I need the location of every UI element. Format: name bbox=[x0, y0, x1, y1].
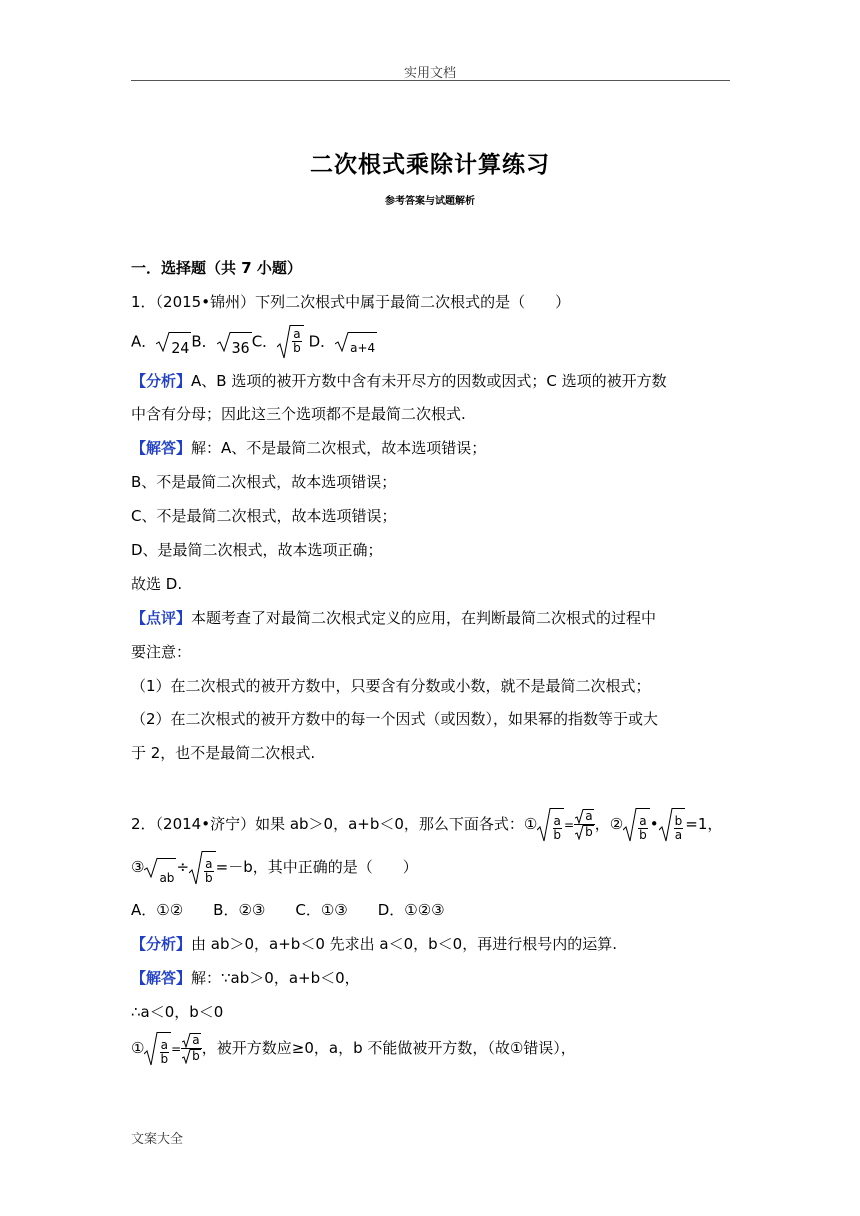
q2-f3-sqrt-ab: ab bbox=[144, 858, 176, 878]
q1-comment-line-5: 于 2，也不是最简二次根式. bbox=[131, 744, 316, 762]
q2-f3-sqrt-frac: $\frac{a}{b}$ bbox=[189, 851, 216, 885]
radical-icon bbox=[144, 1032, 158, 1066]
answer-tag: 【解答】 bbox=[131, 439, 192, 457]
section-heading: 一．选择题（共 7 小题） bbox=[131, 259, 302, 277]
q1-options bbox=[131, 325, 377, 359]
q1-comment-line-2: 要注意： bbox=[131, 643, 192, 661]
page-header: 实用文档 bbox=[403, 66, 456, 81]
q2-answer-sqrt: $\frac{a}{b}$ bbox=[144, 1032, 171, 1066]
radical-icon bbox=[182, 1049, 191, 1064]
q2-answer-line-3: ① $\frac{a}{b}$ = $\frac{a}{b}$ ，被开方数应≥0，a，b 不能做被开方数，（故①错误）， bbox=[131, 1033, 576, 1066]
radical-icon bbox=[277, 325, 291, 359]
q1-answer-line-5: 故选 D. bbox=[131, 575, 183, 593]
header-divider bbox=[131, 80, 730, 81]
radical-icon bbox=[144, 858, 158, 878]
radical-icon bbox=[575, 809, 584, 824]
q2-stem-line-2: ③ ab ÷ $\frac{a}{b}$ =－b，其中正确的是（ ） bbox=[131, 849, 418, 885]
q1-answer-line-1: 【解答】解：A、不是最简二次根式，故本选项错误； bbox=[131, 439, 487, 457]
q1-option-b-sqrt: 36 bbox=[217, 332, 252, 352]
q1-answer-line-2: B、不是最简二次根式，故本选项错误； bbox=[131, 473, 397, 491]
radical-icon bbox=[659, 808, 673, 842]
q1-comment-line-3: （1）在二次根式的被开方数中，只要含有分数或小数，就不是最简二次根式； bbox=[131, 677, 651, 695]
q2-options: A．①② B．②③ C．①③ D．①②③ bbox=[131, 901, 445, 919]
q1-option-a-label: A． bbox=[131, 332, 157, 351]
q2-analysis: 【分析】由 ab＞0，a+b＜0 先求出 a＜0，b＜0，再进行根号内的运算. bbox=[131, 935, 617, 953]
q1-option-c-sqrt bbox=[277, 325, 304, 359]
page-title: 二次根式乘除计算练习 bbox=[310, 152, 550, 178]
q1-option-c-fraction: $\frac{a}{b}$ bbox=[293, 327, 301, 355]
q2-f1-sqrt: $\frac{a}{b}$ bbox=[537, 808, 564, 842]
radical-icon bbox=[182, 1033, 191, 1048]
q1-stem: 1．（2015•锦州）下列二次根式中属于最简二次根式的是（ ） bbox=[131, 293, 571, 311]
radical-icon bbox=[189, 851, 203, 885]
q1-option-a-sqrt: 24 bbox=[156, 332, 191, 352]
q1-option-d-label: D． bbox=[303, 332, 336, 351]
page-subtitle: 参考答案与试题解析 bbox=[385, 196, 475, 207]
radical-icon bbox=[575, 825, 584, 840]
q1-option-c-label: C． bbox=[251, 332, 278, 351]
q2-f2-sqrt-right: $\frac{b}{a}$ bbox=[659, 808, 686, 842]
comment-tag: 【点评】 bbox=[131, 609, 192, 627]
q1-analysis-line-2: 中含有分母；因此这三个选项都不是最简二次根式. bbox=[131, 405, 466, 423]
q2-answer-line-1: 【解答】解：∵ab＞0，a+b＜0， bbox=[131, 969, 360, 987]
radical-icon bbox=[623, 808, 637, 842]
q1-option-b-label: B． bbox=[191, 332, 217, 351]
analysis-tag: 【分析】 bbox=[131, 935, 192, 953]
q1-answer-line-3: C、不是最简二次根式，故本选项错误； bbox=[131, 507, 397, 525]
radical-icon bbox=[335, 332, 349, 352]
analysis-tag: 【分析】 bbox=[131, 372, 192, 390]
q2-stem: 2．（2014•济宁）如果 ab＞0，a+b＜0，那么下面各式：① $\frac{a}{b}$ = $\frac{a}{b}$ ，② $\frac{a}{b}$ • $\frac{b}{a}$ =1， bbox=[131, 809, 723, 842]
q1-analysis-line-1: 【分析】A、B 选项的被开方数中含有未开尽方的因数或因式；C 选项的被开方数 bbox=[131, 372, 667, 390]
radical-icon bbox=[217, 332, 231, 352]
q1-answer-line-4: D、是最简二次根式，故本选项正确； bbox=[131, 541, 383, 559]
radical-icon bbox=[537, 808, 551, 842]
q1-comment-line-1: 【点评】本题考查了对最简二次根式定义的应用，在判断最简二次根式的过程中 bbox=[131, 609, 657, 627]
answer-tag: 【解答】 bbox=[131, 969, 192, 987]
q1-option-d-sqrt: a+4 bbox=[335, 332, 377, 352]
q2-f2-sqrt-left: $\frac{a}{b}$ bbox=[623, 808, 650, 842]
q2-answer-line-2: ∴a＜0，b＜0 bbox=[131, 1003, 224, 1021]
q2-answer-rhs-fraction: $\frac{a}{b}$ bbox=[181, 1033, 202, 1064]
page-footer: 文案大全 bbox=[131, 1132, 184, 1147]
q1-comment-line-4: （2）在二次根式的被开方数中的每一个因式（或因数），如果幂的指数等于或大 bbox=[131, 710, 659, 728]
q2-f1-rhs-fraction: $\frac{a}{b}$ bbox=[574, 809, 595, 840]
radical-icon bbox=[156, 332, 170, 352]
